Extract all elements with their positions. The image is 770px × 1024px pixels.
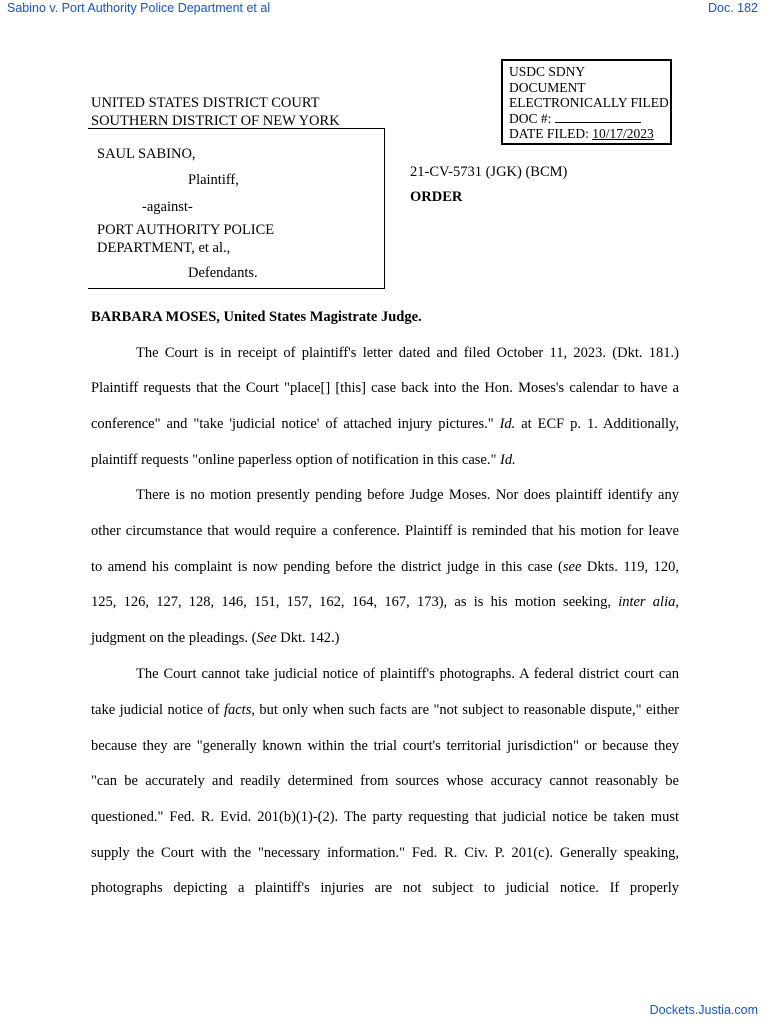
court-heading xyxy=(91,94,340,130)
stamp-line-document: DOCUMENT xyxy=(509,79,586,95)
body-line: because they are "generally known within the trial court's territorial jurisdiction" or because they xyxy=(91,738,679,754)
body-line: photographs depicting a plaintiff's injuries are not subject to judicial notice. If properly xyxy=(91,880,679,896)
body-line: to amend his complaint is now pending before the district judge in this case (see Dkts. 119, 120, xyxy=(91,559,679,575)
case-title-link[interactable]: Sabino v. Port Authority Police Department et al xyxy=(7,1,271,15)
body-line: 125, 126, 127, 128, 146, 151, 157, 162, 164, 167, 173), as is his motion seeking, inter alia, xyxy=(91,594,679,610)
stamp-line-electronically-filed: ELECTRONICALLY FILED xyxy=(509,95,669,110)
stamp-doc-blank xyxy=(555,111,641,123)
body-line: There is no motion presently pending before Judge Moses. Nor does plaintiff identify any xyxy=(136,487,679,503)
body-line: supply the Court with the "necessary information." Fed. R. Civ. P. 201(c). Generally speaking, xyxy=(91,845,679,861)
body-line: Plaintiff requests that the Court "place[] [this] case back into the Hon. Moses's calendar to have a xyxy=(91,380,679,396)
filing-stamp xyxy=(501,59,672,145)
body-line: take judicial notice of facts, but only when such facts are "not subject to reasonable dispute," either xyxy=(91,702,679,718)
stamp-line-usdc: USDC SDNY xyxy=(509,64,586,79)
body-line: questioned." Fed. R. Evid. 201(b)(1)-(2). The party requesting that judicial notice be taken must xyxy=(91,809,679,825)
case-number: 21-CV-5731 (JGK) (BCM) xyxy=(410,164,568,180)
body-line: The Court is in receipt of plaintiff's letter dated and filed October 11, 2023. (Dkt. 181.) xyxy=(136,345,679,361)
body-line: The Court cannot take judicial notice of plaintiff's photographs. A federal district court can xyxy=(136,666,679,682)
top-bar xyxy=(0,0,770,20)
body-line: plaintiff requests "online paperless option of notification in this case." Id. xyxy=(91,452,516,468)
court-name: UNITED STATES DISTRICT COURT xyxy=(91,95,320,111)
caption-versus: -against- xyxy=(142,199,193,215)
stamp-date-value: 10/17/2023 xyxy=(592,126,654,141)
caption-plaintiff: SAUL SABINO, xyxy=(97,146,196,162)
stamp-doc-row xyxy=(509,111,670,127)
caption-defendant-line1: PORT AUTHORITY POLICE xyxy=(97,222,275,238)
body-line: "can be accurately and readily determined from sources whose accuracy cannot reasonably be xyxy=(91,773,679,789)
caption-defendant-role: Defendants. xyxy=(188,265,258,281)
court-district: SOUTHERN DISTRICT OF NEW YORK xyxy=(91,113,340,129)
body-line: other circumstance that would require a conference. Plaintiff is reminded that his motion for leave xyxy=(91,523,679,539)
stamp-date-row xyxy=(509,126,670,142)
stamp-doc-label: DOC #: xyxy=(509,110,552,126)
caption-defendant-line2: DEPARTMENT, et al., xyxy=(97,240,231,256)
caption-plaintiff-role: Plaintiff, xyxy=(188,172,239,188)
body-line: conference" and "take 'judicial notice' of attached injury pictures." Id. at ECF p. 1. Additionally, xyxy=(91,416,679,432)
doc-number: Doc. 182 xyxy=(707,1,758,15)
judge-heading: BARBARA MOSES, United States Magistrate Judge. xyxy=(91,309,422,325)
justia-footer-link[interactable]: Dockets.Justia.com xyxy=(649,1003,758,1017)
body-line: judgment on the pleadings. (See Dkt. 142.) xyxy=(91,630,340,646)
stamp-date-label: DATE FILED: xyxy=(509,126,589,141)
document-title: ORDER xyxy=(410,189,463,205)
